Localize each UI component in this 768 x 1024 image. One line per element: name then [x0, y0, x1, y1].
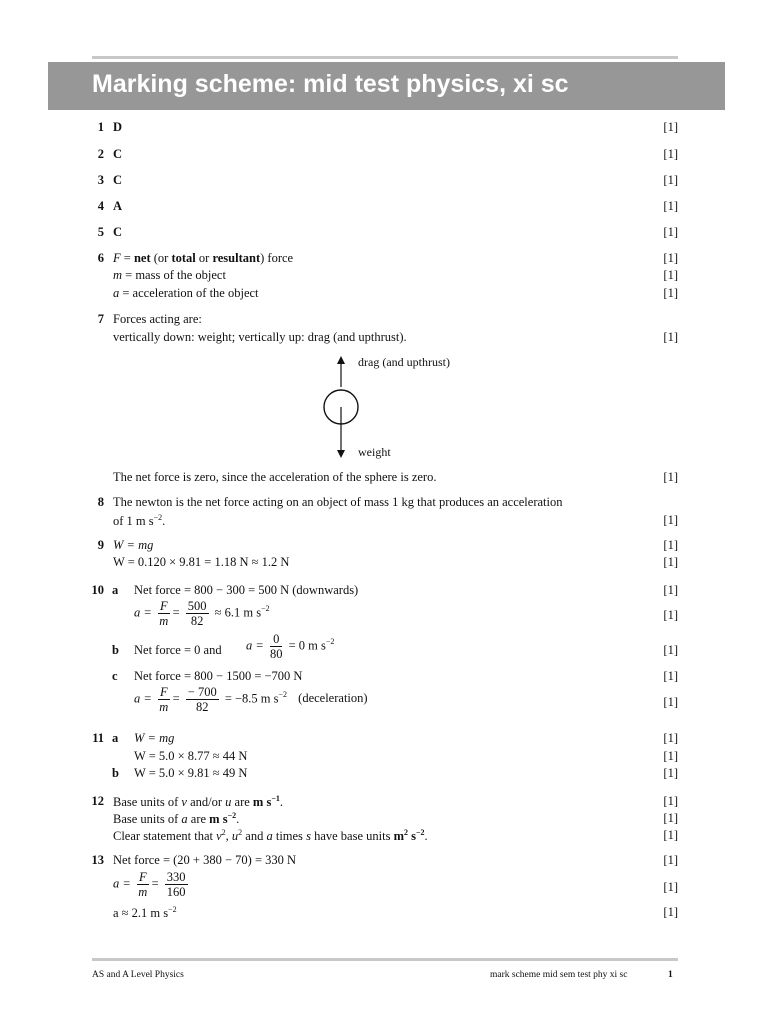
mark: [1] — [663, 470, 678, 484]
mark: [1] — [663, 643, 678, 657]
equation-lhs: a = — [134, 605, 152, 620]
mark: [1] — [663, 905, 678, 919]
mark: [1] — [663, 513, 678, 527]
mark: [1] — [663, 251, 678, 265]
text: are — [187, 812, 210, 827]
mark: [1] — [663, 555, 678, 569]
variable: m — [113, 268, 123, 282]
equation-rhs: = 0 m s — [288, 638, 326, 653]
superscript: −2 — [325, 637, 335, 647]
equation: a = $\frac{F}{m}$ = $\frac{- 700}{82}$ = −8.5 m $s^{-2}$ (deceleration) — [134, 685, 368, 714]
variable: a — [181, 812, 188, 827]
text: ) force — [260, 251, 294, 265]
text: Base units of — [113, 795, 182, 810]
question-number: 2 — [97, 147, 104, 161]
variable: a — [113, 286, 120, 300]
denominator: m — [159, 700, 169, 714]
mark: [1] — [663, 731, 678, 745]
answer-line: W = mg — [134, 731, 175, 745]
fraction — [137, 870, 149, 899]
denominator: 160 — [166, 885, 186, 899]
variable: a — [266, 829, 273, 844]
superscript: −2 — [261, 604, 270, 614]
unit: m s — [209, 812, 228, 827]
equation-rhs: = −8.5 m s — [224, 691, 279, 706]
denominator: 82 — [195, 700, 209, 714]
question-number: 1 — [97, 120, 104, 134]
mark: [1] — [663, 695, 678, 709]
text: . — [279, 795, 284, 810]
bold-text: total — [171, 251, 196, 265]
text: = mass of the object — [122, 268, 226, 282]
answer-line: Net force = 0 and — [134, 643, 222, 657]
question-number: 4 — [97, 199, 104, 213]
mark: [1] — [663, 268, 678, 282]
numerator: F — [138, 870, 147, 884]
question-number: 7 — [97, 312, 104, 326]
question-number: 8 — [97, 495, 104, 509]
text: of 1 m s — [113, 514, 154, 529]
numerator: F — [159, 599, 168, 613]
fraction — [165, 870, 188, 899]
text: (or — [150, 251, 172, 265]
superscript: −2 — [153, 513, 163, 522]
variable: u — [231, 829, 239, 844]
answer-line — [113, 268, 226, 283]
answer-line: W = 5.0 × 9.81 ≈ 49 N — [134, 766, 248, 780]
sub-part-label: b — [112, 643, 119, 657]
sub-part-label: c — [112, 669, 118, 683]
text: and/or — [186, 795, 226, 810]
superscript: 2 — [221, 828, 226, 837]
text: or — [195, 251, 213, 265]
unit: s — [407, 829, 416, 844]
text: Clear statement that — [113, 829, 217, 844]
mark: [1] — [663, 811, 678, 825]
sub-part-label: a — [112, 731, 119, 745]
mark: [1] — [663, 669, 678, 683]
bottom-rule — [92, 958, 678, 961]
superscript: −1 — [271, 794, 280, 803]
mark: [1] — [663, 225, 678, 239]
equation-lhs: a = — [246, 638, 264, 653]
answer-line: W = mg — [113, 538, 154, 552]
unit: m — [393, 829, 404, 844]
equation-rhs: ≈ 6.1 m s — [214, 605, 262, 620]
mark: [1] — [663, 538, 678, 552]
note-text: (deceleration) — [298, 691, 368, 706]
denominator: 82 — [190, 614, 204, 628]
mark: [1] — [663, 794, 678, 808]
fraction — [158, 599, 170, 628]
text: = — [120, 251, 134, 265]
answer-line: Net force = 800 − 1500 = −700 N — [134, 669, 303, 683]
answer-line: Net force = (20 + 380 − 70) = 330 N — [113, 853, 297, 867]
text: . — [236, 812, 240, 827]
page-number: 1 — [668, 970, 673, 980]
answer-line — [113, 251, 293, 266]
denominator: m — [138, 885, 148, 899]
superscript: −2 — [278, 690, 288, 700]
answer-line: W = 5.0 × 8.77 ≈ 44 N — [134, 749, 248, 763]
answer-text: C — [113, 147, 123, 161]
question-number: 12 — [91, 794, 104, 808]
mark: [1] — [663, 173, 678, 187]
denominator: 80 — [269, 647, 283, 661]
numerator: 500 — [187, 599, 207, 613]
text: and — [242, 829, 267, 844]
fraction — [186, 685, 219, 714]
superscript: 2 — [403, 828, 408, 837]
text: = acceleration of the object — [119, 286, 259, 300]
mark: [1] — [663, 286, 678, 300]
numerator: − 700 — [187, 685, 217, 699]
question-number: 5 — [97, 225, 104, 239]
question-number: 10 — [91, 583, 104, 597]
text: times — [272, 829, 307, 844]
question-number: 11 — [92, 731, 104, 745]
answer-line: The net force is zero, since the acceleration of the sphere is zero. — [113, 470, 437, 484]
equation-lhs: a = — [134, 691, 152, 706]
bold-text: resultant — [212, 251, 261, 265]
mark: [1] — [663, 880, 678, 894]
answer-text: A — [113, 199, 123, 213]
variable: s — [306, 829, 311, 844]
text: a ≈ 2.1 m s — [113, 906, 169, 921]
answer-line: Forces acting are: — [113, 312, 202, 326]
mark: [1] — [663, 147, 678, 161]
numerator: 0 — [270, 632, 283, 647]
mark: [1] — [663, 608, 678, 622]
text: Base units of — [113, 812, 182, 827]
mark: [1] — [663, 828, 678, 842]
numerator: 330 — [166, 870, 186, 884]
footer-left: AS and A Level Physics — [92, 970, 184, 980]
mark: [1] — [663, 853, 678, 867]
superscript: −2 — [227, 811, 237, 820]
equation — [246, 632, 334, 661]
superscript: −2 — [168, 905, 177, 914]
top-rule — [92, 56, 678, 59]
text: , — [225, 829, 232, 844]
question-number: 3 — [97, 173, 104, 187]
question-number: 13 — [91, 853, 104, 867]
answer-line — [113, 794, 283, 810]
footer-right: mark scheme mid sem test phy xi sc — [490, 970, 628, 980]
mark: [1] — [663, 766, 678, 780]
diagram-label-drag: drag (and upthrust) — [358, 355, 450, 369]
mark: [1] — [663, 330, 678, 344]
question-number: 6 — [97, 251, 104, 265]
sub-part-label: b — [112, 766, 119, 780]
denominator: m — [159, 614, 169, 628]
unit: m s — [252, 795, 272, 810]
answer-line — [113, 811, 239, 827]
bold-text: net — [133, 251, 151, 265]
mark: [1] — [663, 583, 678, 597]
mark: [1] — [663, 120, 678, 134]
answer-line — [113, 905, 177, 921]
numerator: F — [159, 685, 168, 699]
drag-arrowhead-icon — [337, 356, 345, 364]
text: . — [162, 514, 166, 529]
text: are — [231, 795, 253, 810]
superscript: 2 — [238, 828, 243, 837]
fraction — [158, 685, 170, 714]
answer-line — [113, 286, 259, 301]
answer-text: C — [113, 225, 123, 239]
equation: a = $\frac{F}{m}$ = $\frac{330}{160}$ — [113, 870, 186, 899]
fraction — [186, 599, 209, 628]
answer-line: W = 0.120 × 9.81 = 1.18 N ≈ 1.2 N — [113, 555, 290, 569]
variable: u — [225, 795, 232, 810]
answer-line: The newton is the net force acting on an object of mass 1 kg that produces an acceleration — [113, 495, 563, 509]
answer-line: Net force = 800 − 300 = 500 N (downwards) — [134, 583, 359, 597]
mark: [1] — [663, 199, 678, 213]
text: . — [424, 829, 428, 844]
equation: a = $\frac{F}{m}$ = $\frac{500}{82}$ ≈ 6.1 m $s^{-2}$ — [134, 599, 270, 628]
variable: v — [216, 829, 222, 844]
fraction — [270, 632, 283, 661]
text: have base units — [310, 829, 394, 844]
page-title: Marking scheme: mid test physics, xi sc — [92, 70, 569, 98]
superscript: −2 — [415, 828, 425, 837]
question-number: 9 — [97, 538, 104, 552]
weight-arrowhead-icon — [337, 450, 345, 458]
variable: F — [113, 251, 121, 265]
variable: v — [181, 795, 187, 810]
sub-part-label: a — [112, 583, 119, 597]
diagram-label-weight: weight — [358, 445, 391, 459]
answer-line — [113, 828, 428, 844]
mark: [1] — [663, 749, 678, 763]
answer-line — [113, 513, 165, 529]
answer-line: vertically down: weight; vertically up: drag (and upthrust). — [113, 330, 407, 344]
answer-text: D — [113, 120, 123, 134]
equation-lhs: a = — [113, 876, 131, 891]
answer-text: C — [113, 173, 123, 187]
